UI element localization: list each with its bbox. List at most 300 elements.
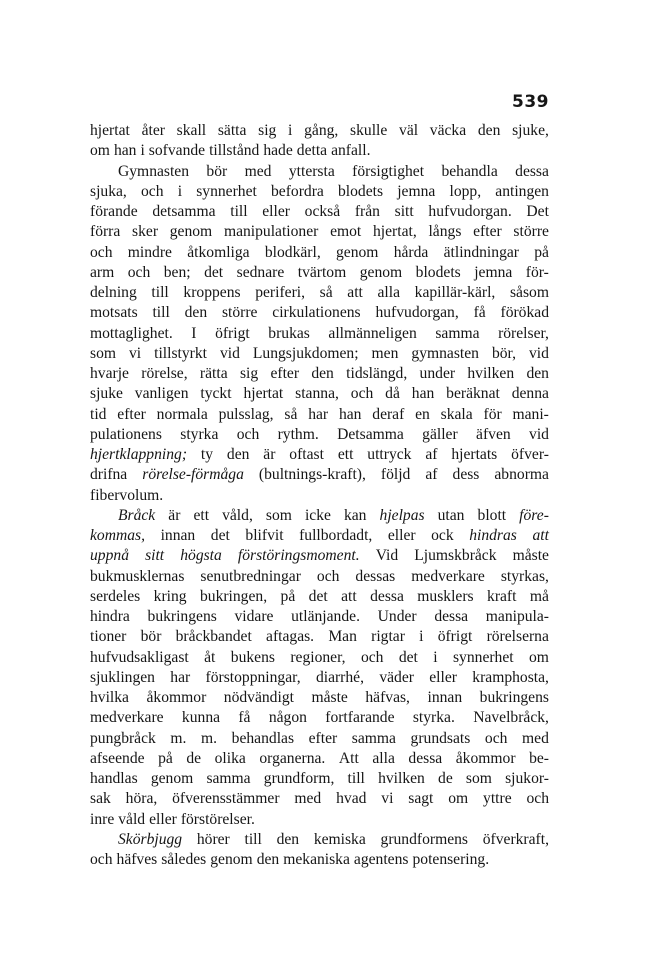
- word: ett: [193, 506, 210, 524]
- word: efter: [117, 405, 146, 423]
- word: dessas: [355, 567, 396, 585]
- word: detta: [296, 142, 328, 160]
- word: af: [425, 466, 438, 484]
- word: tid: [90, 405, 107, 423]
- word: Det: [526, 203, 549, 220]
- word: blott: [477, 506, 507, 524]
- word: hörer: [196, 830, 230, 848]
- text-line: [90, 506, 549, 526]
- text-line: [90, 283, 549, 303]
- word: vi: [128, 344, 142, 362]
- word: efter: [473, 223, 502, 241]
- word: så: [319, 284, 333, 301]
- text-line: [90, 445, 549, 465]
- word: tillstyrkt: [154, 344, 207, 362]
- word: att: [341, 587, 357, 605]
- word: mekaniska: [283, 851, 350, 868]
- word: hvilken: [467, 365, 515, 382]
- word: kroppens: [183, 284, 241, 301]
- word: blodkärl,: [264, 243, 321, 261]
- word: med: [244, 162, 272, 180]
- word: dessa: [515, 162, 549, 180]
- word: emot: [330, 223, 362, 241]
- word: för-: [525, 263, 549, 281]
- word: men: [371, 344, 399, 362]
- word: behandlas: [231, 729, 295, 747]
- text-line: [90, 627, 549, 647]
- word: således: [161, 851, 207, 868]
- text-line: [90, 546, 549, 566]
- text-line: [90, 202, 549, 222]
- text-line: [90, 324, 549, 344]
- word: den: [526, 365, 549, 382]
- word: att: [532, 527, 549, 544]
- word: i: [433, 648, 438, 666]
- word: rätta: [199, 365, 228, 382]
- word: hufvudorgan,: [375, 304, 459, 322]
- word: pulationens: [90, 425, 162, 443]
- word: pungbråck: [90, 729, 156, 747]
- word: bör: [206, 162, 228, 180]
- word: till: [347, 770, 365, 787]
- word: diarrhé,: [315, 668, 364, 686]
- word: sofvande: [148, 142, 206, 160]
- word: den: [311, 365, 334, 382]
- word: samma: [206, 770, 251, 787]
- word: kring: [153, 587, 187, 605]
- word: öfrigt: [215, 324, 250, 342]
- word: före-: [519, 506, 549, 524]
- word: hindras: [469, 527, 517, 544]
- word: bör: [140, 628, 162, 646]
- word: åt: [204, 648, 216, 666]
- text-line: [90, 688, 549, 708]
- word: blifvit: [245, 527, 284, 544]
- word: organerna.: [259, 749, 326, 767]
- word: uppnå: [90, 547, 129, 565]
- word: serdeles: [90, 587, 141, 605]
- word: åkommor: [455, 749, 516, 767]
- word: måste: [311, 689, 348, 706]
- word: senutbredningar: [200, 567, 301, 585]
- word: oftast: [289, 446, 324, 463]
- word: det: [398, 648, 418, 666]
- text-line: [90, 749, 549, 769]
- word: fullbordadt,: [299, 527, 373, 544]
- word: Skörbjugg: [118, 830, 183, 848]
- word: öfverkraft,: [482, 830, 549, 848]
- text-line: [90, 384, 549, 404]
- word: sig: [239, 365, 259, 382]
- word: gymnasten: [411, 344, 479, 362]
- word: den: [226, 446, 250, 463]
- word: rörelse,: [141, 365, 188, 382]
- word: skulle: [350, 122, 388, 139]
- word: den: [276, 830, 300, 848]
- word: och: [350, 385, 374, 403]
- word: vid: [529, 425, 549, 443]
- word: rythm.: [277, 425, 319, 443]
- word: hjertat: [243, 385, 284, 403]
- word: en: [415, 405, 430, 423]
- word: då: [385, 385, 400, 403]
- word: till: [244, 830, 262, 848]
- word: yttre: [483, 790, 512, 808]
- word: till: [151, 284, 169, 301]
- word: sker: [132, 223, 159, 241]
- text-line: [90, 141, 549, 161]
- word: gång,: [304, 122, 339, 139]
- word: och: [236, 425, 260, 443]
- word: kommas,: [90, 527, 146, 544]
- word: våld,: [222, 506, 253, 524]
- word: och: [90, 243, 113, 261]
- word: och: [360, 648, 384, 666]
- word: agentens: [353, 851, 409, 868]
- text-line: [90, 344, 549, 364]
- word: till: [230, 203, 248, 220]
- word: sitt: [394, 203, 414, 220]
- word: delning: [90, 284, 137, 301]
- word: höra,: [125, 790, 158, 808]
- word: Lungsjukdomen;: [252, 344, 359, 362]
- word: brukas: [268, 324, 310, 342]
- word: våld: [118, 810, 146, 828]
- word: alla: [377, 284, 401, 301]
- word: anfall.: [331, 142, 371, 160]
- word: öfver-: [511, 446, 549, 463]
- word: samma: [351, 729, 396, 747]
- word: grundsats: [410, 729, 471, 747]
- word: som: [90, 344, 116, 362]
- word: fortfarande: [325, 709, 395, 727]
- word: ben;: [163, 263, 191, 281]
- word: (bultnings-kraft),: [258, 466, 366, 484]
- word: bukringen,: [199, 587, 268, 605]
- word: någon: [268, 709, 307, 727]
- word: eller: [149, 810, 177, 828]
- word: det: [308, 587, 328, 605]
- word: tvärtom: [297, 263, 347, 281]
- word: genom: [169, 223, 213, 241]
- word: i: [288, 122, 293, 139]
- word: grundform,: [263, 770, 335, 787]
- word: musklers: [417, 587, 474, 605]
- word: större: [513, 223, 549, 241]
- text-line: [90, 243, 549, 263]
- word: denna: [511, 385, 549, 403]
- word: pulsslag,: [218, 405, 274, 423]
- text-line: [90, 729, 549, 749]
- word: blodets: [415, 263, 461, 281]
- word: grundformens: [380, 830, 468, 848]
- text-line: [90, 830, 549, 850]
- word: stanna,: [295, 385, 339, 403]
- word: har: [308, 405, 329, 423]
- word: vid: [528, 344, 549, 362]
- word: mottaglighet.: [90, 324, 173, 342]
- text-line: [90, 607, 549, 627]
- word: eller: [387, 527, 416, 544]
- word: ett: [337, 446, 354, 463]
- word: i: [140, 142, 145, 160]
- word: vi: [381, 790, 394, 808]
- word: lopp,: [449, 182, 482, 200]
- word: att: [347, 284, 363, 301]
- word: få: [238, 709, 251, 727]
- word: normala: [156, 405, 208, 423]
- word: följd: [380, 466, 411, 484]
- word: efter: [308, 729, 338, 747]
- word: och: [90, 851, 113, 868]
- word: är: [168, 506, 181, 524]
- text-line: [90, 810, 549, 830]
- word: i: [419, 628, 424, 646]
- word: öfverensstämmer: [172, 790, 280, 808]
- word: potensering.: [412, 851, 490, 868]
- word: tillstånd: [209, 142, 260, 160]
- word: åtkomliga: [187, 243, 250, 261]
- word: förstörelser.: [180, 810, 255, 828]
- word: såsom: [509, 284, 549, 301]
- word: kraft: [487, 587, 517, 605]
- word: åter: [141, 122, 165, 139]
- word: i: [177, 182, 183, 200]
- word: styrka: [180, 425, 219, 443]
- word: efter: [270, 365, 300, 382]
- word: bukringens: [147, 608, 217, 625]
- word: hjertat: [90, 122, 130, 139]
- word: bukringens: [479, 689, 549, 706]
- word: Ljumskbråck: [414, 547, 497, 565]
- word: mani-: [512, 405, 549, 423]
- word: bukens: [230, 648, 275, 666]
- word: mindre: [127, 243, 172, 261]
- word: hvilken: [378, 770, 425, 787]
- word: afseende: [90, 749, 145, 767]
- word: få: [473, 304, 486, 322]
- word: Detsamma: [337, 425, 404, 443]
- word: kramphosta,: [472, 668, 549, 686]
- word: cirkulationens: [272, 304, 361, 322]
- text-line: [90, 567, 549, 587]
- word: styrkas,: [500, 567, 549, 585]
- word: ätlindningar: [443, 243, 519, 261]
- word: Under: [377, 608, 417, 625]
- word: I: [191, 324, 197, 342]
- word: bråckbandet: [175, 628, 252, 646]
- text-line: [90, 668, 549, 688]
- word: eller: [429, 668, 457, 686]
- word: han: [338, 405, 362, 423]
- body-text: [90, 121, 549, 870]
- word: långs: [428, 223, 462, 241]
- word: synnerhet: [452, 648, 514, 666]
- word: innan: [427, 689, 463, 706]
- paragraph: [90, 121, 549, 162]
- word: om: [528, 648, 549, 666]
- word: väl: [399, 122, 419, 139]
- word: manipula-: [485, 608, 549, 625]
- word: förstoppningar,: [205, 668, 301, 686]
- word: på: [158, 749, 173, 767]
- word: om: [448, 790, 469, 808]
- word: sednare: [236, 263, 285, 281]
- word: äfven: [476, 425, 511, 443]
- paragraph: [90, 506, 549, 830]
- word: som: [465, 770, 492, 787]
- word: dessa: [434, 608, 469, 625]
- word: kapillär-kärl,: [414, 284, 496, 301]
- word: sjukor-: [505, 770, 549, 787]
- word: handlas: [90, 770, 138, 787]
- text-line: [90, 708, 549, 728]
- text-line: [90, 486, 549, 506]
- word: genom: [336, 243, 379, 261]
- word: till: [152, 304, 170, 322]
- word: m.: [201, 729, 218, 747]
- word: på: [280, 587, 296, 605]
- word: medverkare: [411, 567, 485, 585]
- word: uttryck: [367, 446, 412, 463]
- word: hjertat,: [373, 223, 417, 241]
- text-line: [90, 364, 549, 384]
- word: yttersta: [288, 162, 335, 180]
- word: ty: [200, 446, 214, 463]
- word: de: [438, 770, 453, 787]
- page-number: 539: [512, 92, 549, 112]
- word: sak: [90, 790, 111, 808]
- word: gäller: [422, 425, 458, 443]
- word: abnorma: [494, 466, 549, 484]
- word: kemiska: [313, 830, 366, 848]
- word: med: [294, 790, 322, 808]
- text-line: [90, 587, 549, 607]
- text-line: [90, 425, 549, 445]
- word: utan: [437, 506, 465, 524]
- word: försigtighet: [352, 162, 425, 180]
- word: olika: [214, 749, 246, 767]
- word: genom: [359, 263, 403, 281]
- word: sagt: [408, 790, 434, 808]
- paragraph: [90, 162, 549, 506]
- word: Att: [338, 749, 359, 767]
- word: hvarje: [90, 365, 129, 382]
- word: sjuka,: [90, 182, 127, 200]
- word: hjertats: [451, 446, 498, 463]
- word: rörelserna: [486, 628, 549, 646]
- word: förande: [90, 203, 138, 220]
- word: dess: [452, 466, 480, 484]
- word: måste: [512, 547, 549, 565]
- word: under: [419, 365, 456, 382]
- word: synnerhet: [196, 182, 257, 200]
- word: sjuklingen: [90, 668, 155, 686]
- word: också: [304, 203, 341, 220]
- word: väder: [379, 668, 414, 686]
- text-line: [90, 263, 549, 283]
- word: han: [113, 142, 137, 160]
- word: vanligen: [134, 385, 189, 403]
- word: förökad: [500, 304, 549, 322]
- word: arm: [90, 263, 115, 281]
- word: innan: [160, 527, 196, 544]
- word: och: [526, 790, 549, 808]
- word: periferi,: [255, 284, 305, 301]
- word: är: [263, 446, 276, 463]
- word: hvad: [336, 790, 367, 808]
- word: jemna: [397, 182, 436, 200]
- word: genom: [210, 851, 253, 868]
- word: på: [534, 243, 549, 261]
- word: vidare: [234, 608, 274, 625]
- word: Gymnasten: [118, 162, 190, 180]
- word: detsamma: [152, 203, 216, 220]
- text-line: [90, 789, 549, 809]
- word: sätta: [217, 122, 247, 139]
- word: sitt: [145, 547, 165, 565]
- word: genom: [150, 770, 194, 787]
- word: större: [221, 304, 258, 322]
- word: alla: [372, 749, 395, 767]
- word: dessa: [370, 587, 404, 605]
- word: Man: [328, 628, 357, 646]
- word: häfves: [116, 851, 158, 868]
- word: åkommor: [146, 689, 207, 706]
- word: dessa: [408, 749, 443, 767]
- word: tioner: [90, 628, 127, 646]
- word: kan: [343, 506, 367, 524]
- text-line: [90, 162, 549, 182]
- word: bukmusklernas: [90, 567, 185, 585]
- word: rigtar: [371, 628, 405, 646]
- word: tidslängd,: [346, 365, 408, 382]
- text-line: [90, 222, 549, 242]
- word: hårda: [393, 243, 429, 261]
- word: regioner,: [290, 648, 346, 666]
- text-line: [90, 648, 549, 668]
- word: hindra: [90, 608, 130, 625]
- word: eller: [262, 203, 290, 220]
- word: Navelbråck,: [473, 709, 549, 727]
- paragraph: [90, 830, 549, 871]
- word: och: [484, 729, 508, 747]
- word: m.: [170, 729, 187, 747]
- word: utlänjande.: [291, 608, 360, 625]
- word: deraf: [372, 405, 405, 423]
- text-line: [90, 465, 549, 485]
- word: de: [186, 749, 202, 767]
- word: drifna: [90, 466, 128, 484]
- text-line: [90, 121, 549, 141]
- word: hjertklappning;: [90, 446, 188, 463]
- text-line: [90, 405, 549, 425]
- word: om: [90, 142, 110, 160]
- word: samma: [435, 324, 480, 342]
- word: Bråck: [118, 506, 156, 524]
- word: hvilka: [90, 689, 129, 706]
- word: med: [522, 729, 549, 747]
- word: beräknat: [446, 385, 500, 403]
- word: styrka.: [412, 709, 455, 727]
- word: väcka: [429, 122, 467, 139]
- word: fibervolum.: [90, 486, 164, 504]
- word: skall: [176, 122, 207, 139]
- word: häfvas,: [365, 689, 410, 706]
- word: rörelser,: [498, 324, 549, 342]
- word: allmänneligen: [328, 324, 417, 342]
- word: motsats: [90, 304, 138, 322]
